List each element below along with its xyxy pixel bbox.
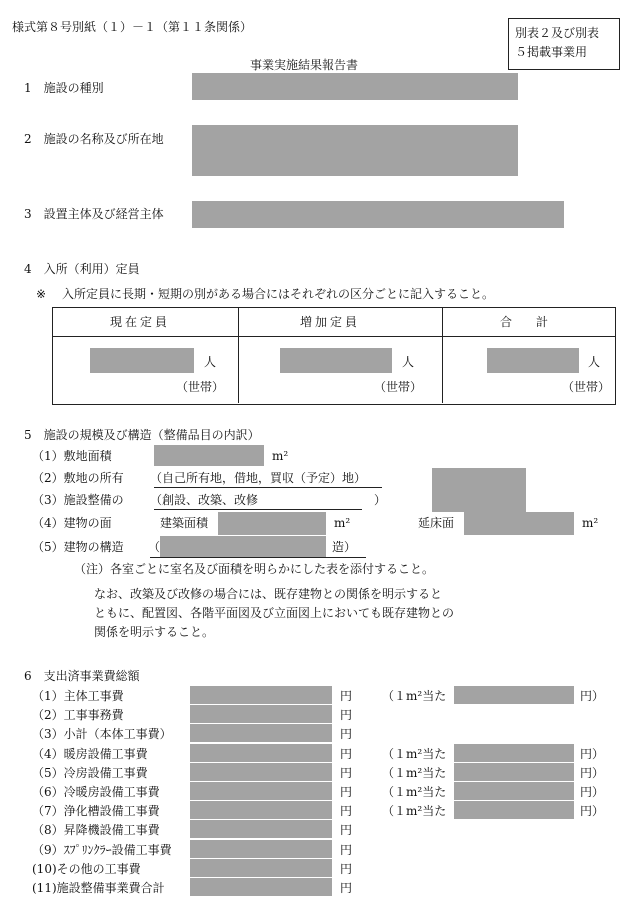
- increase-capacity-header: 増加定員: [300, 315, 361, 329]
- expenditure-amount-field[interactable]: [190, 820, 332, 838]
- expenditure-currency: 円: [340, 823, 353, 837]
- facility-type-field[interactable]: [192, 73, 518, 100]
- section-5-note-2-line2: ともに、配置図、各階平面図及び立面図上においても既存建物との: [94, 606, 455, 620]
- total-floor-area-unit: m²: [582, 516, 599, 530]
- expenditure-item-label: （8）昇降機設備工事費: [32, 823, 160, 837]
- current-capacity-field[interactable]: [90, 348, 194, 373]
- section-5-note-1: （注）各室ごとに室名及び面積を明らかにした表を添付すること。: [74, 562, 435, 576]
- expenditure-item-label: （2）工事事務費: [32, 708, 124, 722]
- total-capacity-subunit: （世帯）: [562, 380, 611, 394]
- section-5-note-2-line3: 関係を明示すること。: [94, 625, 215, 639]
- section-6-label: 6 支出済事業費総額: [24, 669, 140, 683]
- expenditure-item-label: （3）小計（本体工事費）: [32, 727, 172, 741]
- expenditure-item-label: (10)その他の工事費: [32, 862, 141, 876]
- site-area-field[interactable]: [154, 445, 264, 466]
- per-sqm-label: （１m²当た: [382, 785, 447, 799]
- expenditure-amount-field[interactable]: [190, 840, 332, 858]
- expenditure-item-label: （4）暖房設備工事費: [32, 747, 148, 761]
- building-footprint-field[interactable]: [218, 512, 326, 535]
- expenditure-amount-field[interactable]: [190, 859, 332, 877]
- increase-capacity-field[interactable]: [280, 348, 392, 373]
- per-sqm-close: 円）: [580, 689, 605, 703]
- site-area-unit: m²: [272, 449, 289, 463]
- expenditure-item-label: （7）浄化槽設備工事費: [32, 804, 160, 818]
- expenditure-amount-field[interactable]: [190, 705, 332, 723]
- building-structure-close: 造）: [332, 540, 357, 554]
- expenditure-currency: 円: [340, 689, 353, 703]
- operator-field[interactable]: [192, 201, 564, 228]
- expenditure-amount-field[interactable]: [190, 724, 332, 742]
- expenditure-currency: 円: [340, 804, 353, 818]
- expenditure-item-label: （9）ｽﾌﾟﾘﾝｸﾗｰ設備工事費: [32, 843, 172, 857]
- expenditure-amount-field[interactable]: [190, 744, 332, 762]
- per-sqm-field[interactable]: [454, 686, 574, 704]
- per-sqm-field[interactable]: [454, 801, 574, 819]
- building-structure-field[interactable]: [160, 536, 326, 558]
- expenditure-amount-field[interactable]: [190, 801, 332, 819]
- section-4-label: 4 入所（利用）定員: [24, 262, 140, 276]
- section-1-label: 1 施設の種別: [24, 81, 104, 95]
- per-sqm-close: 円）: [580, 747, 605, 761]
- expenditure-amount-field[interactable]: [190, 782, 332, 800]
- section-2-label: 2 施設の名称及び所在地: [24, 132, 164, 146]
- current-capacity-subunit: （世帯）: [176, 380, 225, 394]
- expenditure-currency: 円: [340, 881, 353, 895]
- building-footprint-label: 建築面積: [160, 516, 209, 530]
- increase-capacity-subunit: （世帯）: [374, 380, 423, 394]
- applicable-box: [508, 18, 620, 70]
- increase-capacity-unit: 人: [402, 355, 415, 369]
- per-sqm-label: （１m²当た: [382, 766, 447, 780]
- note-mark: ※: [36, 287, 47, 301]
- total-floor-area-label: 延床面: [418, 516, 455, 530]
- expenditure-item-label: （1）主体工事費: [32, 689, 124, 703]
- expenditure-currency: 円: [340, 727, 353, 741]
- section-5-label: 5 施設の規模及び構造（整備品目の内訳）: [24, 428, 260, 442]
- per-sqm-field[interactable]: [454, 744, 574, 762]
- expenditure-item-label: (11)施設整備事業費合計: [32, 881, 165, 895]
- per-sqm-field[interactable]: [454, 763, 574, 781]
- form-number: 様式第８号別紙（１）－１（第１１条関係）: [12, 20, 253, 34]
- section-3-label: 3 設置主体及び経営主体: [24, 207, 164, 221]
- total-capacity-header: 合 計: [500, 315, 549, 329]
- building-footprint-unit: m²: [334, 516, 351, 530]
- per-sqm-field[interactable]: [454, 782, 574, 800]
- per-sqm-label: （１m²当た: [382, 804, 447, 818]
- building-structure-open: （: [148, 540, 161, 554]
- facility-work-close: ）: [374, 493, 387, 507]
- expenditure-amount-field[interactable]: [190, 686, 332, 704]
- site-area-label: （1）敷地面積: [32, 449, 112, 463]
- per-sqm-close: 円）: [580, 766, 605, 780]
- expenditure-item-label: （6）冷暖房設備工事費: [32, 785, 160, 799]
- expenditure-item-label: （5）冷房設備工事費: [32, 766, 148, 780]
- document-title: 事業実施結果報告書: [250, 58, 359, 72]
- section-5-note-2-line1: なお、改築及び改修の場合には、既存建物との関係を明示すると: [94, 587, 443, 601]
- expenditure-currency: 円: [340, 747, 353, 761]
- expenditure-currency: 円: [340, 843, 353, 857]
- current-capacity-header: 現在定員: [110, 315, 171, 329]
- site-ownership-label: （2）敷地の所有: [32, 471, 124, 485]
- facility-work-side-field[interactable]: [432, 468, 526, 512]
- total-floor-area-field[interactable]: [464, 512, 574, 535]
- per-sqm-label: （１m²当た: [382, 747, 447, 761]
- applicable-box-line1: 別表２及び別表: [515, 26, 600, 40]
- expenditure-currency: 円: [340, 708, 353, 722]
- expenditure-amount-field[interactable]: [190, 763, 332, 781]
- capacity-note: 入所定員に長期・短期の別がある場合にはそれぞれの区分ごとに記入すること。: [62, 287, 495, 301]
- facility-work-options: （創設、改築、改修: [150, 493, 259, 507]
- per-sqm-close: 円）: [580, 804, 605, 818]
- site-ownership-options: （自己所有地，借地，買収（予定）地）: [150, 471, 367, 485]
- building-area-label: （4）建物の面: [32, 516, 112, 530]
- applicable-box-line2: ５掲載事業用: [515, 45, 588, 59]
- expenditure-currency: 円: [340, 766, 353, 780]
- expenditure-currency: 円: [340, 785, 353, 799]
- expenditure-currency: 円: [340, 862, 353, 876]
- per-sqm-close: 円）: [580, 785, 605, 799]
- total-capacity-unit: 人: [588, 355, 601, 369]
- expenditure-amount-field[interactable]: [190, 878, 332, 896]
- facility-name-address-field[interactable]: [192, 125, 518, 176]
- per-sqm-label: （１m²当た: [382, 689, 447, 703]
- building-structure-label: （5）建物の構造: [32, 540, 124, 554]
- current-capacity-unit: 人: [204, 355, 217, 369]
- facility-work-label: （3）施設整備の: [32, 493, 124, 507]
- total-capacity-field[interactable]: [487, 348, 579, 373]
